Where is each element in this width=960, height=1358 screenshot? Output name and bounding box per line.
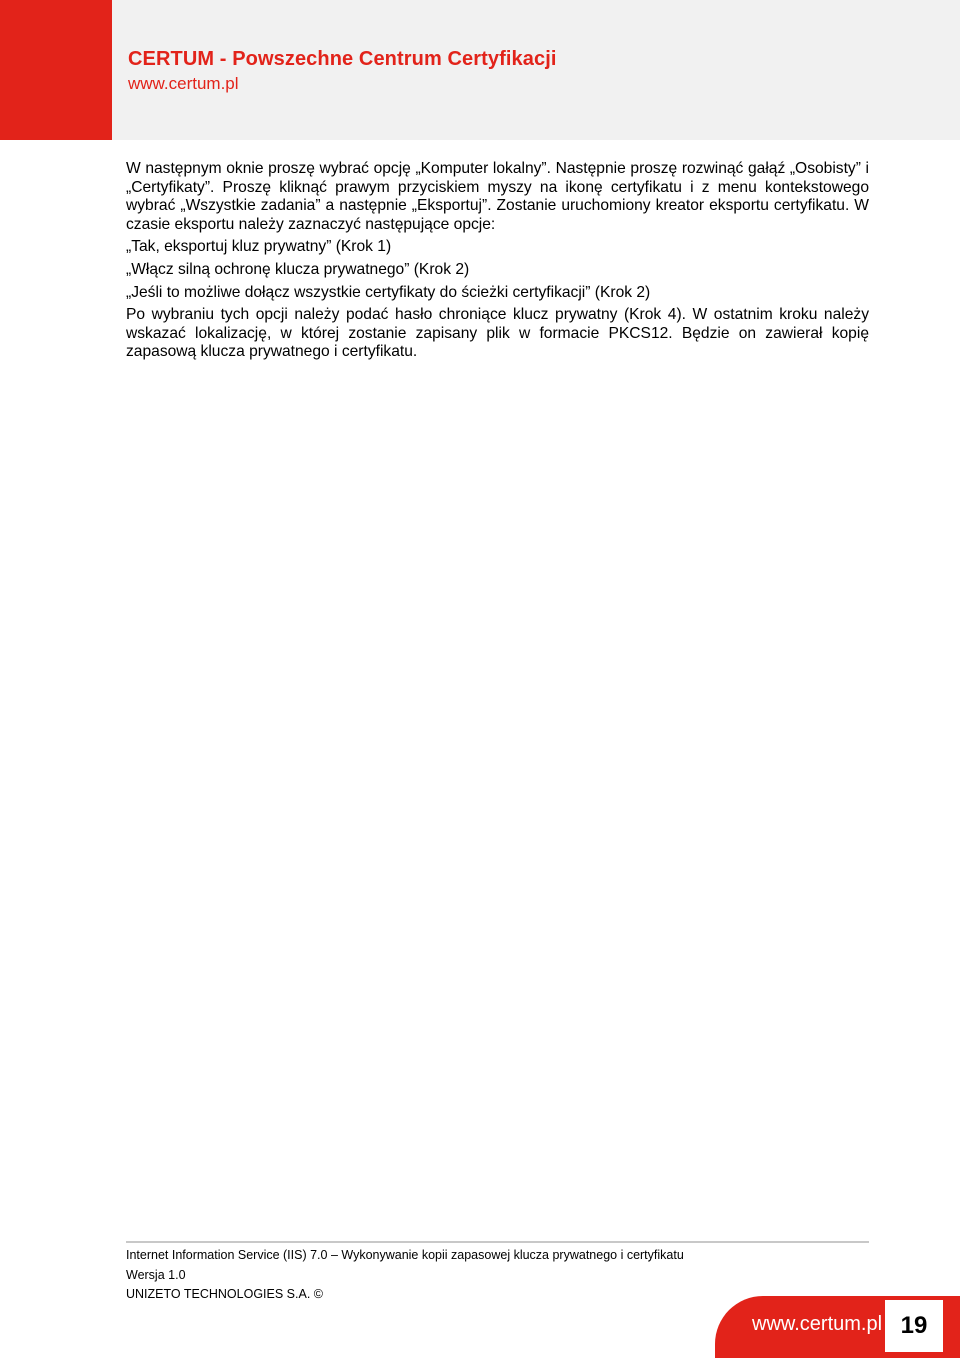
paragraph-intro: W następnym oknie proszę wybrać opcję „Komputer lokalny”. Następnie proszę rozwinąć gałąź „Osobisty” i „Certyfikaty”. Proszę kliknąć prawym przyciskiem myszy na ikonę certyfikatu i z menu kontekstowego wybrać „Wszystkie zadania” a następnie „Eksportuj”. Zostanie uruchomiony kreator eksportu certyfikatu. W czasie eksportu należy zaznaczyć następujące opcje: [126,160,869,233]
paragraph-outro: Po wybraniu tych opcji należy podać hasło chroniące klucz prywatny (Krok 4). W ostatnim kroku należy wskazać lokalizację, w której zostanie zapisany plik w formacie PKCS12. Będzie on zawierał kopię zapasową klucza prywatnego i certyfikatu. [126,306,869,361]
footer-url: www.certum.pl [752,1313,883,1335]
header-title: CERTUM - Powszechne Centrum Certyfikacji [128,48,557,70]
page-number-box [885,1300,943,1352]
option-item: „Włącz silną ochronę klucza prywatnego” (Krok 2) [126,260,470,278]
footer-company: UNIZETO TECHNOLOGIES S.A. © [126,1287,323,1301]
footer-version: Wersja 1.0 [126,1268,186,1282]
footer-doc-title: Internet Information Service (IIS) 7.0 – Wykonywanie kopii zapasowej klucza prywatnego i certyfikatu [126,1248,684,1262]
option-item: „Jeśli to możliwe dołącz wszystkie certyfikaty do ścieżki certyfikacji” (Krok 2) [126,283,651,301]
footer-divider [126,1241,869,1243]
page-number: 19 [900,1312,928,1339]
option-item: „Tak, eksportuj kluz prywatny” (Krok 1) [126,238,392,256]
header-red-block [0,0,112,140]
header-url: www.certum.pl [128,74,239,93]
document-body [126,160,869,362]
